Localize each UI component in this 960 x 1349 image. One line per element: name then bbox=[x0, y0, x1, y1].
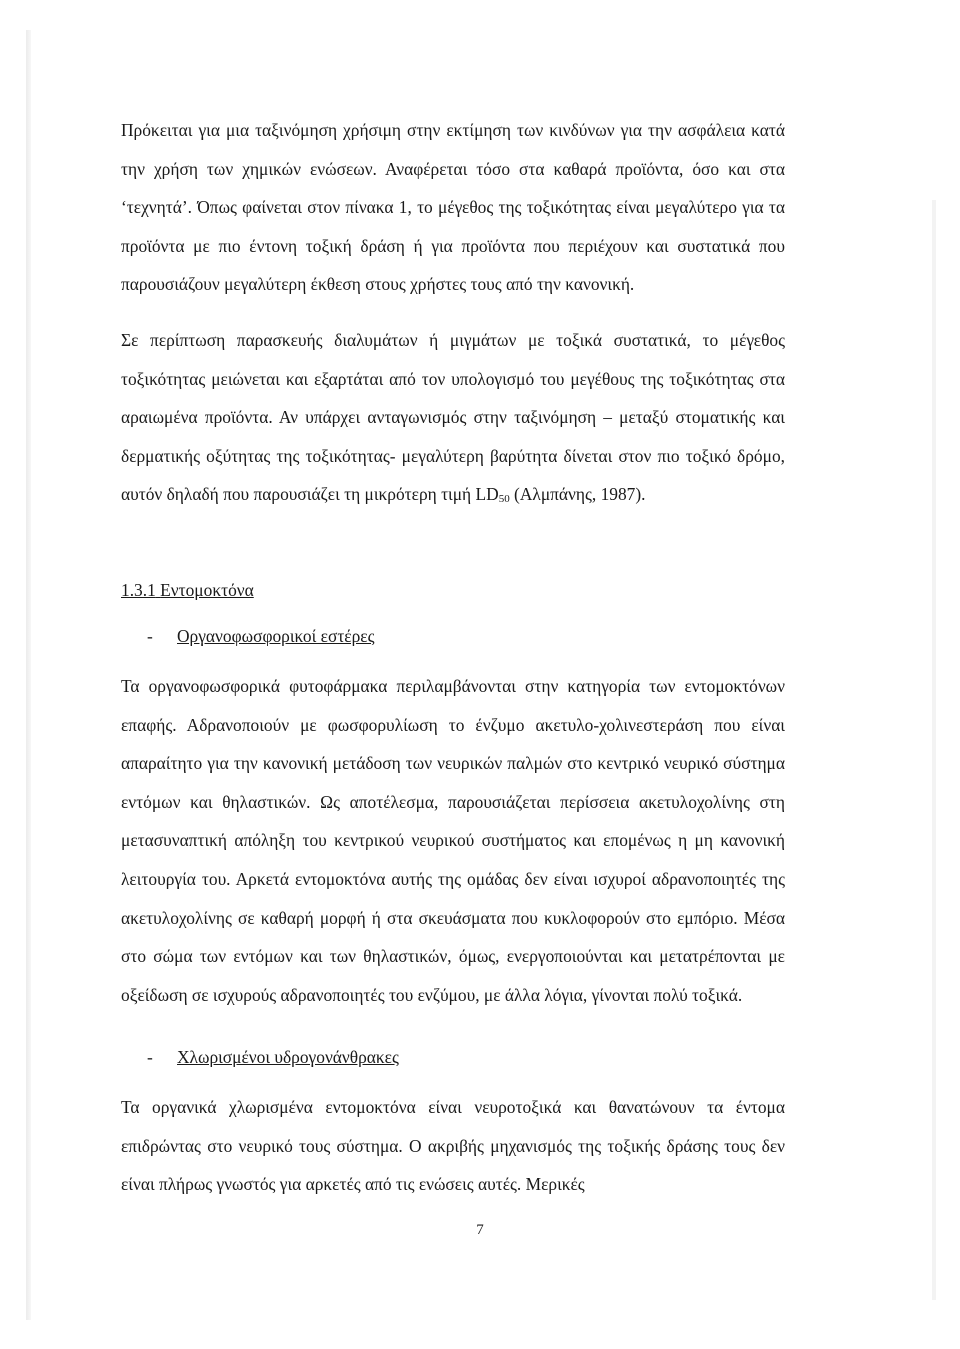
scan-shadow-left bbox=[26, 30, 31, 1320]
paragraph-mixtures-text: Σε περίπτωση παρασκευής διαλυμάτων ή μιγμάτων με τοξικά συστατικά, το μέγεθος τοξικότητας μειώνεται και εξαρτάται από τον υπολογισμό του μεγέθους της τοξικότητας στα αραιωμένα προϊόντα. Αν υπάρχει ανταγωνισμός στην ταξινόμηση – μεταξύ στοματικής και δερματικής οξύτητας της τοξικότητας- μεγαλύτερη βαρύτητα δίνεται στον πιο τοξικό δρόμο, αυτόν δηλαδή που παρουσιάζει τη μικρότερη τιμή bbox=[121, 329, 785, 505]
subsection-title-organophosphates: Οργανοφωσφορικοί εστέρες bbox=[177, 625, 375, 646]
list-dash: - bbox=[147, 625, 153, 646]
list-dash: - bbox=[147, 1047, 153, 1068]
section-number: 1.3.1 bbox=[121, 579, 156, 600]
section-heading bbox=[121, 577, 785, 603]
paragraph-mixtures bbox=[121, 321, 785, 519]
ld-term: LD bbox=[475, 484, 499, 505]
subsection-heading-chlorinated bbox=[121, 1044, 785, 1070]
subsection-title-chlorinated: Χλωρισμένοι υδρογονάνθρακες bbox=[177, 1047, 399, 1068]
document-page bbox=[121, 111, 785, 1204]
paragraph-chlorinated: Τα οργανικά χλωρισμένα εντομοκτόνα είναι νευροτοξικά και θανατώνουν τα έντομα επιδρώντας στο νευρικό τους σύστημα. Ο ακριβής μηχανισμός της τοξικής δράσης τους δεν είναι πλήρως γνωστός για αρκετές από τις ενώσεις αυτές. Μερικές bbox=[121, 1097, 785, 1195]
citation: (Αλμπάνης, 1987). bbox=[509, 484, 646, 505]
paragraph-classification: Πρόκειται για μια ταξινόμηση χρήσιμη στην εκτίμηση των κινδύνων για την ασφάλεια κατά την χρήση των χημικών ενώσεων. Αναφέρεται τόσο στα καθαρά προϊόντα, όσο και στα ‘τεχνητά’. Όπως φαίνεται στον πίνακα 1, το μέγεθος της τοξικότητας είναι μεγαλύτερο για τα προϊόντα με πιο έντονη τοξική δράση ή για προϊόντα που περιέχουν και συστατικά που παρουσιάζουν μεγαλύτερη έκθεση στους χρήστες τους από την κανονική. bbox=[121, 120, 785, 295]
paragraph-organophosphates: Τα οργανοφωσφορικά φυτοφάρμακα περιλαμβάνονται στην κατηγορία των εντομοκτόνων επαφής. Αδρανοποιούν με φωσφορυλίωση το ένζυμο ακετυλο-χολινεστεράση που είναι απαραίτητο για την κανονική μετάδοση των νευρικών παλμών στο κεντρικό νευρικό σύστημα εντόμων και θηλαστικών. Ως αποτέλεσμα, παρουσιάζεται περίσσεια ακετυλοχολίνης στη μετασυναπτική απόληξη του κεντρικού νευρικού συστήματος και επομένως η μη κανονική λειτουργία του. Αρκετά εντομοκτόνα αυτής της ομάδας δεν είναι ισχυροί αδρανοποιητές της ακετυλοχολίνης σε καθαρή μορφή ή στα σκευάσματα που κυκλοφορούν στο εμπόριο. Μέσα στο σώμα των εντόμων και των θηλαστικών, όμως, ενεργοποιούνται και μετατρέπονται με οξείδωση σε ισχυρούς αδρανοποιητές του ενζύμου, με άλλα λόγια, γίνονται πολύ τοξικά. bbox=[121, 675, 785, 1005]
scan-shadow-right bbox=[932, 200, 936, 1300]
section-title: Εντομοκτόνα bbox=[160, 579, 254, 600]
subsection-heading-organophosphates bbox=[121, 623, 785, 649]
page-number: 7 bbox=[476, 1222, 484, 1238]
ld-subscript: 50 bbox=[498, 493, 510, 506]
